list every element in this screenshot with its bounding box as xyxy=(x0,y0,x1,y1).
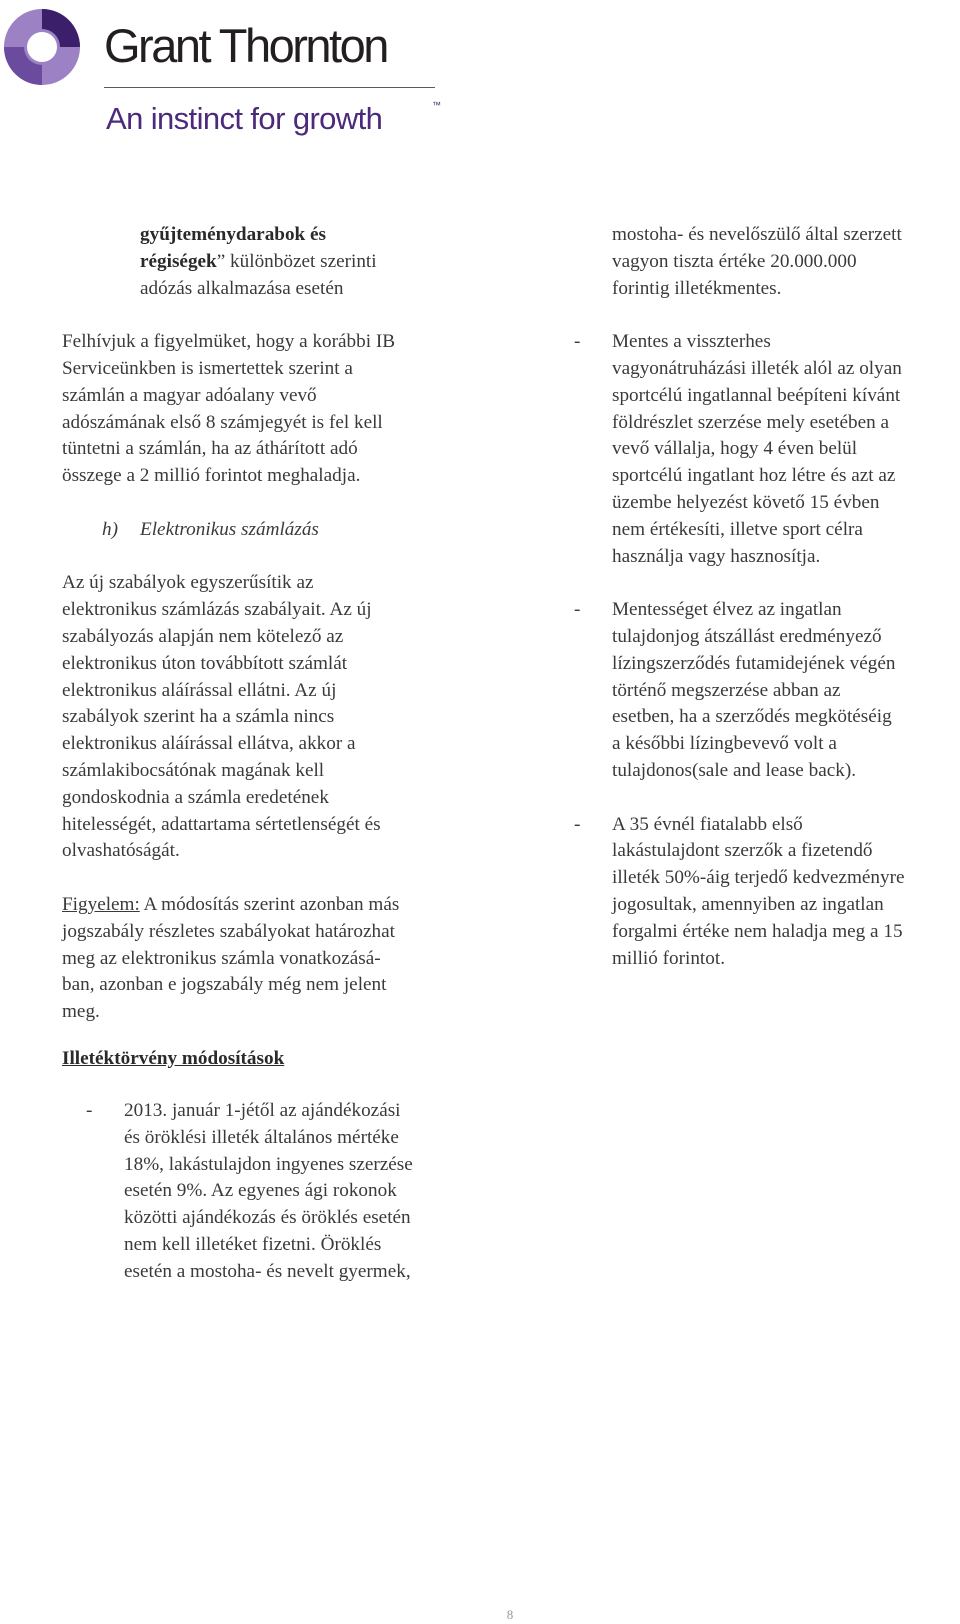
logo-divider xyxy=(104,87,435,88)
paragraph-electronic-invoicing: Az új szabályok egyszerűsítik az elektronikus számlázás szabályait. Az új szabályozás alapján nem kötelező az elektronikus úton továbbított számlát elektronikus aláírással ellátni. Az új szabályok szerint ha a számla nincs elektronikus aláírással ellátva, akkor a számlakibocsátónak magának kell gondoskodnia a számla eredetének hitelességét, adattartama sértetlenségét és olvashatóságát. xyxy=(62,572,381,862)
right-column xyxy=(574,222,960,972)
trademark-symbol: ™ xyxy=(432,100,441,110)
list-item: - 2013. január 1-jétől az ajándékozási és öröklési illeték általános mértéke 18%, lakástulajdon ingyenes szerzése esetén 9%. Az egyenes ági rokonok közötti ajándékozás és öröklés esetén nem kell illetéket fizetni. Öröklés esetén a mostoha- és nevelt gyermek, xyxy=(86,1100,413,1282)
list-item: - Mentes a visszterhes vagyonátruházási illeték alól az olyan sportcélú ingatlannal beépíteni kívánt földrészlet szerzése mely esetében a vevő vállalja, hogy 4 éven belül sportcélú ingatlant hoz létre és azt az üzembe helyezést követő 15 évben nem értékesíti, illetve sport célra használja vagy hasznosítja. xyxy=(574,331,902,567)
attention-label: Figyelem: xyxy=(62,893,140,915)
continued-paragraph: mostoha- és nevelőszülő által szerzett vagyon tiszta értéke 20.000.000 forintig illetékmentes. xyxy=(612,224,902,299)
paragraph-attention: Figyelem: A módosítás szerint azonban más jogszabály részletes szabályokat határozhat meg az elektronikus számla vonatkozásá- ban, azonban e jogszabály még nem jelent meg. xyxy=(62,893,400,1023)
list-item: - A 35 évnél fiatalabb első lakástulajdont szerzők a fizetendő illeték 50%-áig terjedő kedvezményre jogosultak, amennyiben az ingatlan forgalmi értéke nem haladja meg a 15 millió forintot. xyxy=(574,813,905,969)
intro-line: adózás alkalmazása esetén xyxy=(140,277,344,299)
intro-block xyxy=(62,222,482,302)
section-heading-duty-law: Illetéktörvény módosítások xyxy=(62,1048,285,1069)
paragraph-invoice-tax-number: Felhívjuk a figyelmüket, hogy a korábbi IB Serviceünkben is ismertettek szerint a számlán a magyar adóalany vevő adószámának első 8 számjegyét is fel kell tüntetni a számlán, ha az áthárított adó összege a 2 millió forintot meghaladja. xyxy=(62,331,396,487)
brand-name: Grant Thornton xyxy=(104,19,387,72)
intro-line: gyűjteménydarabok és xyxy=(140,224,327,245)
grant-thornton-logo-icon xyxy=(2,7,82,87)
left-column xyxy=(62,222,482,1026)
page-number: 8 xyxy=(506,1607,514,1622)
intro-line: régiségek” különbözet szerinti xyxy=(140,250,377,272)
subheading-electronic-invoicing: h) Elektronikus számlázás xyxy=(102,518,319,540)
list-dash: - xyxy=(574,599,581,621)
list-dash: - xyxy=(86,1100,93,1121)
list-dash: - xyxy=(574,813,581,835)
brand-tagline: An instinct for growth xyxy=(106,101,383,136)
list-dash: - xyxy=(574,331,581,353)
list-item: - Mentességet élvez az ingatlan tulajdonjog átszállást eredményező lízingszerződés futamidejének végén történő megszerzése abban az esetben, ha a szerződés megkötéséig a későbbi lízingbevevő volt a tulajdonos(sale and lease back). xyxy=(574,599,896,781)
